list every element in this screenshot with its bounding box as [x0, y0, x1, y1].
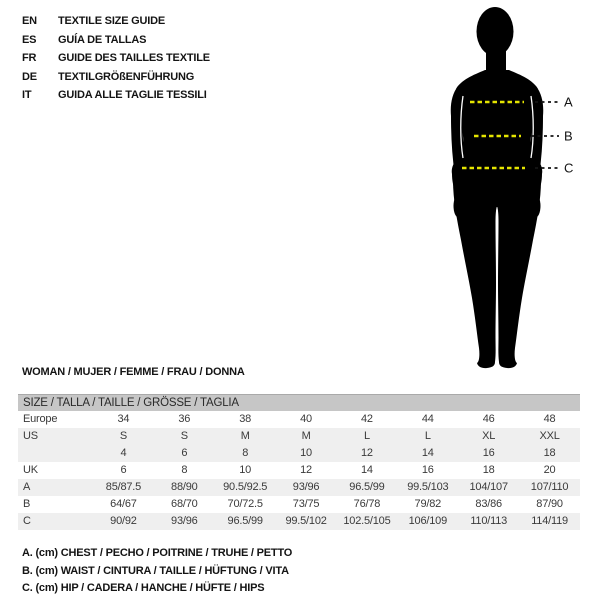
size-cell: 87/90 [536, 498, 563, 510]
size-cell: 14 [421, 447, 434, 459]
size-table-header: SIZE / TALLA / TAILLE / GRÖSSE / TAGLIA [18, 394, 580, 411]
language-code: IT [22, 89, 32, 102]
size-cell: 64/67 [110, 498, 137, 510]
size-cell: 16 [421, 464, 434, 476]
marker-label-b: B [564, 128, 573, 144]
row-label: A [23, 481, 31, 493]
legend-line: C. (cm) HIP / CADERA / HANCHE / HÜFTE / HIPS [22, 582, 265, 595]
language-row [22, 68, 210, 87]
language-code: DE [22, 70, 37, 83]
row-label: Europe [23, 413, 58, 425]
size-cell: 36 [178, 413, 191, 425]
row-label: B [23, 498, 31, 510]
size-cell: 79/82 [414, 498, 442, 510]
table-row [18, 479, 580, 496]
language-label: GUIDE DES TAILLES TEXTILE [58, 52, 210, 65]
table-row [18, 462, 580, 479]
size-cell: 106/109 [408, 515, 447, 527]
row-label [18, 445, 93, 462]
size-cell: 90.5/92.5 [223, 481, 268, 493]
size-cell: 96.5/99 [227, 515, 263, 527]
size-cell: 110/113 [470, 515, 508, 527]
size-cell: 18 [543, 447, 556, 459]
size-cell: 70/72.5 [227, 498, 263, 510]
size-cell: M [240, 430, 250, 442]
size-cell: 114/119 [531, 515, 568, 527]
section-title: WOMAN / MUJER / FEMME / FRAU / DONNA [22, 366, 245, 378]
size-cell: 99.5/103 [407, 481, 449, 493]
size-table-body [18, 411, 580, 530]
size-cell: 18 [482, 464, 495, 476]
size-cell: 48 [543, 413, 556, 425]
woman-silhouette [425, 0, 600, 380]
row-label: UK [23, 464, 38, 476]
table-row [18, 411, 580, 428]
size-cell: 104/107 [469, 481, 508, 493]
size-cell: 44 [421, 413, 434, 425]
size-cell: 107/110 [530, 481, 569, 493]
row-label: US [23, 430, 38, 442]
legend-line: A. (cm) CHEST / PECHO / POITRINE / TRUHE / PETTO [22, 547, 293, 559]
language-row [22, 86, 210, 105]
size-cell: 68/70 [171, 498, 198, 510]
marker-label-c: C [564, 160, 574, 176]
size-cell: XXL [539, 430, 560, 442]
size-cell: 14 [361, 464, 373, 476]
size-cell: 93/96 [292, 481, 320, 493]
table-row [18, 428, 580, 445]
language-list [22, 12, 210, 105]
size-cell: 34 [117, 413, 130, 425]
size-cell: S [180, 430, 188, 442]
size-cell: 102.5/105 [343, 515, 391, 527]
size-cell: 6 [120, 464, 127, 476]
language-row [22, 31, 210, 50]
size-table [18, 394, 580, 530]
legend-line: B. (cm) WAIST / CINTURA / TAILLE / HÜFTUNG / VITA [22, 564, 289, 577]
marker-label-a: A [564, 94, 573, 110]
size-cell: 38 [239, 413, 252, 425]
size-cell: 16 [482, 447, 495, 459]
size-cell: 12 [300, 464, 312, 476]
size-cell: 10 [300, 447, 312, 459]
language-label: TEXTILGRÖßENFÜHRUNG [58, 70, 195, 83]
size-cell: L [424, 430, 431, 442]
size-cell: 73/75 [292, 498, 320, 510]
size-cell: L [363, 430, 370, 442]
size-cell: 88/90 [171, 481, 198, 493]
table-row [18, 445, 580, 462]
table-row [18, 496, 580, 513]
woman-figure [425, 0, 600, 380]
size-cell: 42 [361, 413, 373, 425]
language-label: GUIDA ALLE TAGLIE TESSILI [58, 89, 207, 102]
size-cell: M [301, 430, 311, 442]
size-cell: 40 [300, 413, 312, 425]
size-cell: 93/96 [171, 515, 198, 527]
language-row [22, 49, 210, 68]
language-code: ES [22, 33, 37, 46]
size-cell: 12 [361, 447, 373, 459]
size-cell: 8 [242, 447, 249, 459]
language-row [22, 12, 210, 31]
language-label: TEXTILE SIZE GUIDE [58, 15, 166, 27]
size-cell: 99.5/102 [285, 515, 327, 527]
size-cell: 10 [239, 464, 252, 476]
row-label: C [23, 515, 31, 527]
size-cell: 8 [181, 464, 188, 476]
table-row [18, 513, 580, 530]
size-cell: 85/87.5 [105, 481, 142, 493]
size-cell: 20 [543, 464, 556, 476]
language-code: FR [22, 52, 37, 65]
language-label: GUÍA DE TALLAS [58, 33, 147, 46]
size-cell: S [119, 430, 127, 442]
size-cell: 46 [482, 413, 495, 425]
size-cell: 83/86 [475, 498, 502, 510]
measurement-legend [22, 545, 292, 598]
language-code: EN [22, 15, 37, 27]
size-cell: 96.5/99 [349, 481, 385, 493]
size-cell: 4 [120, 447, 127, 459]
size-cell: 76/78 [353, 498, 381, 510]
size-cell: XL [482, 430, 496, 442]
size-cell: 6 [181, 447, 188, 459]
size-cell: 90/92 [110, 515, 137, 527]
